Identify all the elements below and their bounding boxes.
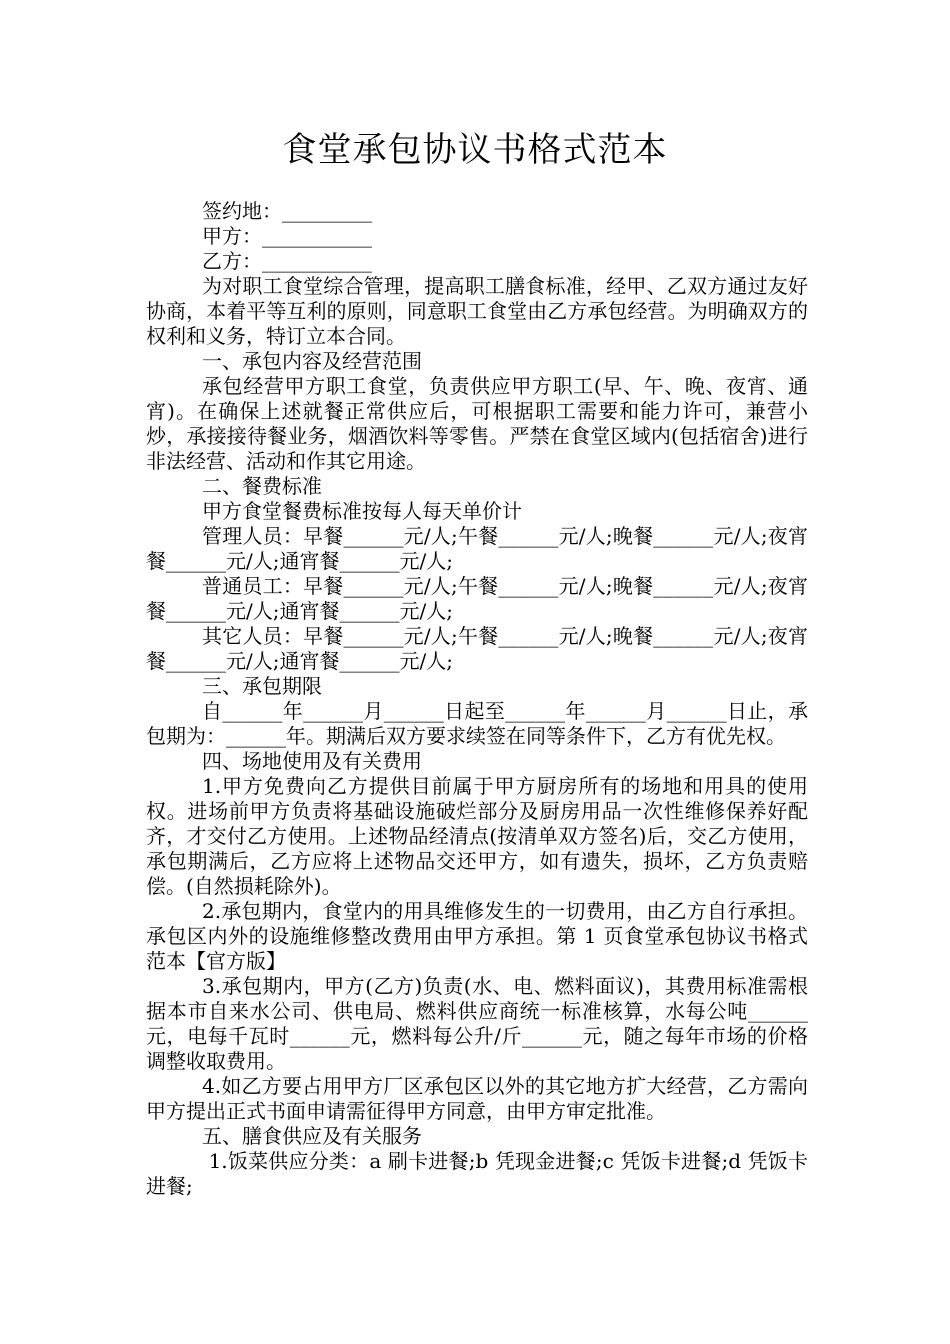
section-heading: 一、承包内容及经营范围 [202, 349, 422, 373]
meal-price-others: 其它人员：早餐______元/人;午餐______元/人;晚餐______元/人;夜宵餐______元/人;通宵餐______元/人; [146, 624, 808, 673]
clause-paragraph: 4.如乙方要占用甲方厂区承包区以外的其它地方扩大经营，乙方需向甲方提出正式书面申请需征得甲方同意，由甲方审定批准。 [146, 1074, 808, 1123]
document-body [146, 199, 808, 1199]
preamble-paragraph: 为对职工食堂综合管理，提高职工膳食标准，经甲、乙双方通过友好协商，本着平等互利的原则，同意职工食堂由乙方承包经营。为明确双方的权利和义务，特订立本合同。 [146, 274, 808, 348]
clause-paragraph: 3.承包期内，甲方(乙方)负责(水、电、燃料面议)，其费用标准需根据本市自来水公司、供电局、燃料供应商统一标准核算，水每公吨______元，电每千瓦时______元，燃料每公升/斤______元，随之每年市场的价格调整收取费用。 [146, 974, 808, 1073]
section-heading: 四、场地使用及有关费用 [202, 749, 422, 773]
meal-price-managers: 管理人员：早餐______元/人;午餐______元/人;晚餐______元/人;夜宵餐______元/人;通宵餐______元/人; [146, 524, 808, 573]
clause-paragraph: 1.甲方免费向乙方提供目前属于甲方厨房所有的场地和用具的使用权。进场前甲方负责将基础设施破烂部分及厨房用品一次性维修保养好配齐，才交付乙方使用。上述物品经清点(按清单双方签名)后，交乙方使用，承包期满后，乙方应将上述物品交还甲方，如有遗失，损坏，乙方负责赔偿。(自然损耗除外)。 [146, 774, 808, 898]
section-paragraph: 甲方食堂餐费标准按每人每天单价计 [202, 499, 522, 523]
clause-paragraph: 2.承包期内，食堂内的用具维修发生的一切费用，由乙方自行承担。承包区内外的设施维修整改费用由甲方承担。第 1 页食堂承包协议书格式范本【官方版】 [146, 899, 808, 973]
clause-paragraph: 1.饭菜供应分类：a 刷卡进餐;b 凭现金进餐;c 凭饭卡进餐;d 凭饭卡进餐; [146, 1149, 808, 1198]
document-title: 食堂承包协议书格式范本 [282, 130, 668, 170]
section-paragraph: 自______年______月______日起至______年______月______日止，承包期为：______年。期满后双方要求续签在同等条件下，乙方有优先权。 [146, 699, 808, 748]
meal-price-staff: 普通员工：早餐______元/人;午餐______元/人;晚餐______元/人;夜宵餐______元/人;通宵餐______元/人; [146, 574, 808, 623]
signing-place-line: 签约地：_________ [202, 199, 372, 223]
section-heading: 三、承包期限 [202, 674, 322, 698]
party-a-line: 甲方：___________ [202, 224, 372, 248]
section-paragraph: 承包经营甲方职工食堂，负责供应甲方职工(早、午、晚、夜宵、通宵)。在确保上述就餐正常供应后，可根据职工需要和能力许可，兼营小炒，承接接待餐业务，烟酒饮料等零售。严禁在食堂区域内(包括宿舍)进行非法经营、活动和作其它用途。 [146, 374, 808, 473]
section-heading: 五、膳食供应及有关服务 [202, 1124, 422, 1148]
section-heading: 二、餐费标准 [202, 474, 322, 498]
party-b-line: 乙方：___________ [202, 249, 372, 273]
